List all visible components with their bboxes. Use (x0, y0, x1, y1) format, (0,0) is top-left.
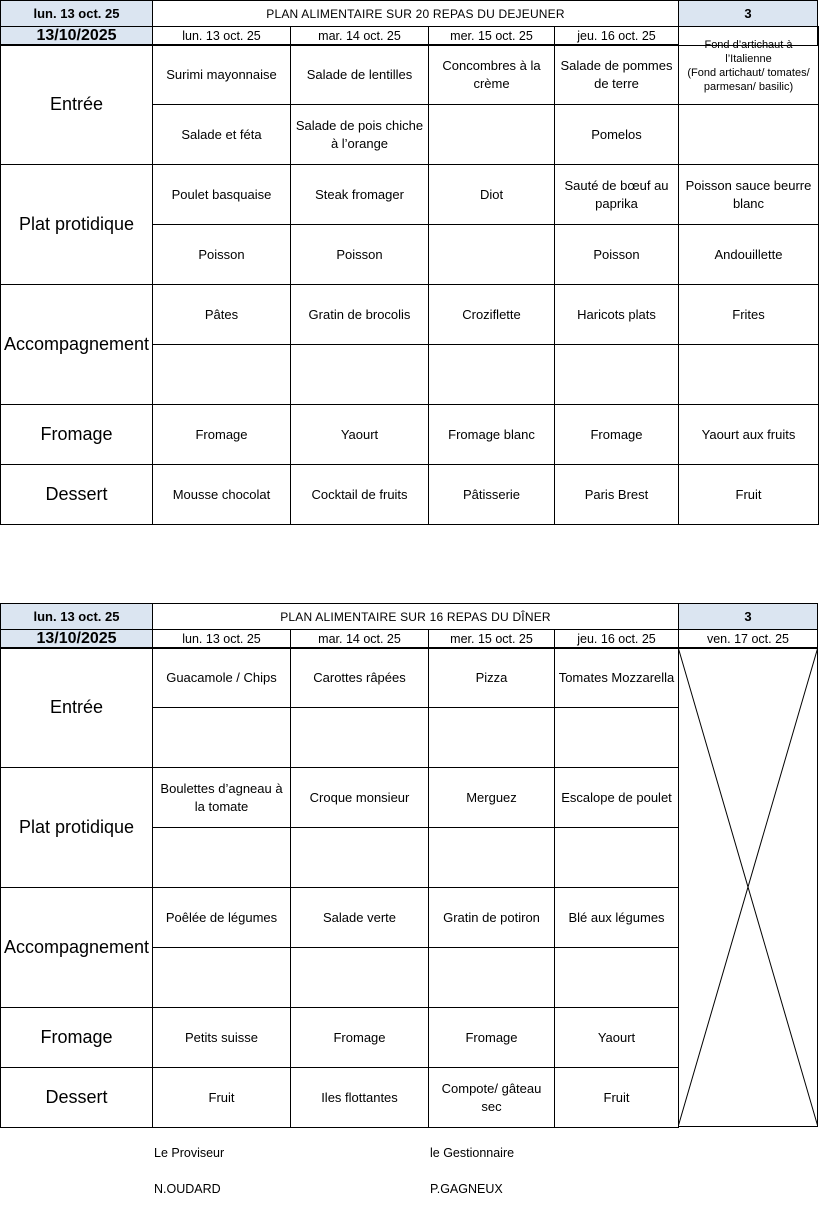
lunch-category-label: Dessert (0, 464, 153, 525)
lunch-date-numeric: 13/10/2025 (0, 26, 153, 46)
dinner-menu-cell (152, 707, 291, 768)
dinner-menu-cell (152, 947, 291, 1008)
dinner-category-label: Dessert (0, 1067, 153, 1128)
lunch-day-header: jeu. 16 oct. 25 (554, 26, 679, 46)
lunch-menu-cell (678, 344, 819, 405)
dinner-menu-cell (290, 827, 429, 888)
dinner-plan-title: PLAN ALIMENTAIRE SUR 16 REPAS DU DÎNER (152, 603, 679, 630)
dinner-date-numeric: 13/10/2025 (0, 629, 153, 649)
dinner-menu-cell (554, 947, 679, 1008)
lunch-menu-cell: Cocktail de fruits (290, 464, 429, 525)
dinner-menu-cell: Boulettes d’agneau à la tomate (152, 767, 291, 828)
lunch-day-header: lun. 13 oct. 25 (152, 26, 291, 46)
dinner-menu-cell: Fromage (290, 1007, 429, 1068)
dinner-day-header: jeu. 16 oct. 25 (554, 629, 679, 649)
dinner-menu-cell: Petits suisse (152, 1007, 291, 1068)
lunch-menu-cell: Fruit (678, 464, 819, 525)
dinner-day-header: ven. 17 oct. 25 (678, 629, 818, 649)
lunch-menu-cell: Steak fromager (290, 164, 429, 225)
lunch-week-number: 3 (678, 0, 818, 27)
lunch-menu-cell: Poisson (290, 224, 429, 285)
lunch-category-label: Fromage (0, 404, 153, 465)
dinner-menu-cell: Fromage (428, 1007, 555, 1068)
lunch-day-header: mer. 15 oct. 25 (428, 26, 555, 46)
dinner-menu-cell: Fruit (152, 1067, 291, 1128)
dinner-menu-cell: Blé aux légumes (554, 887, 679, 948)
lunch-menu-cell: Fromage (554, 404, 679, 465)
dinner-week-number: 3 (678, 603, 818, 630)
signature-right-title: le Gestionnaire (430, 1146, 515, 1160)
dinner-menu-cell: Guacamole / Chips (152, 647, 291, 708)
dinner-menu-cell: Carottes râpées (290, 647, 429, 708)
dinner-menu-cell: Yaourt (554, 1007, 679, 1068)
lunch-menu-cell: Mousse chocolat (152, 464, 291, 525)
signature-right-name: P.GAGNEUX (430, 1182, 503, 1196)
lunch-menu-cell: Surimi mayonnaise (152, 44, 291, 105)
dinner-menu-cell: Merguez (428, 767, 555, 828)
lunch-menu-cell: Gratin de brocolis (290, 284, 429, 345)
dinner-menu-cell (428, 707, 555, 768)
dinner-day-header: mer. 15 oct. 25 (428, 629, 555, 649)
lunch-menu-cell: Pâtisserie (428, 464, 555, 525)
lunch-menu-cell: Salade de pois chiche à l’orange (290, 104, 429, 165)
lunch-menu-cell: Salade de pommes de terre (554, 44, 679, 105)
lunch-menu-cell: Andouillette (678, 224, 819, 285)
dinner-date-label: lun. 13 oct. 25 (0, 603, 153, 630)
dinner-menu-cell: Iles flottantes (290, 1067, 429, 1128)
lunch-menu-cell: Salade de lentilles (290, 44, 429, 105)
dinner-menu-cell: Gratin de potiron (428, 887, 555, 948)
lunch-day-header: mar. 14 oct. 25 (290, 26, 429, 46)
lunch-menu-cell: Poisson (554, 224, 679, 285)
lunch-menu-cell: Fromage blanc (428, 404, 555, 465)
dinner-category-label: Plat protidique (0, 767, 153, 888)
dinner-day-header: mar. 14 oct. 25 (290, 629, 429, 649)
lunch-menu-cell: Pomelos (554, 104, 679, 165)
lunch-menu-cell: Sauté de bœuf au paprika (554, 164, 679, 225)
signature-left-name: N.OUDARD (154, 1182, 221, 1196)
lunch-category-label: Plat protidique (0, 164, 153, 285)
dinner-menu-cell: Poêlée de légumes (152, 887, 291, 948)
dinner-menu-cell: Fruit (554, 1067, 679, 1128)
dinner-friday-cross-mark (678, 647, 818, 1127)
lunch-category-label: Entrée (0, 44, 153, 165)
lunch-menu-cell: Poulet basquaise (152, 164, 291, 225)
dinner-day-header: lun. 13 oct. 25 (152, 629, 291, 649)
dinner-menu-cell (428, 827, 555, 888)
lunch-date-label: lun. 13 oct. 25 (0, 0, 153, 27)
dinner-menu-cell: Pizza (428, 647, 555, 708)
lunch-menu-cell: Diot (428, 164, 555, 225)
lunch-menu-cell: Poisson sauce beurre blanc (678, 164, 819, 225)
dinner-category-label: Entrée (0, 647, 153, 768)
dinner-menu-cell: Croque monsieur (290, 767, 429, 828)
dinner-menu-cell: Escalope de poulet (554, 767, 679, 828)
dinner-menu-cell: Salade verte (290, 887, 429, 948)
lunch-menu-cell: Pâtes (152, 284, 291, 345)
dinner-menu-cell (554, 707, 679, 768)
dinner-menu-cell (290, 707, 429, 768)
dinner-menu-cell: Compote/ gâteau sec (428, 1067, 555, 1128)
dinner-category-label: Fromage (0, 1007, 153, 1068)
lunch-friday-starter-cell: Fond d’artichaut à l’Italienne (Fond artichaut/ tomates/ parmesan/ basilic) (678, 26, 819, 105)
dinner-menu-cell (428, 947, 555, 1008)
lunch-menu-cell (554, 344, 679, 405)
lunch-category-label: Accompagnement (0, 284, 153, 405)
lunch-menu-cell (678, 104, 819, 165)
lunch-menu-cell: Yaourt (290, 404, 429, 465)
signature-left-title: Le Proviseur (154, 1146, 225, 1160)
dinner-menu-cell: Tomates Mozzarella (554, 647, 679, 708)
dinner-menu-cell (554, 827, 679, 888)
lunch-menu-cell (290, 344, 429, 405)
lunch-menu-cell: Salade et féta (152, 104, 291, 165)
lunch-menu-cell (152, 344, 291, 405)
lunch-menu-cell: Frites (678, 284, 819, 345)
lunch-menu-cell: Haricots plats (554, 284, 679, 345)
lunch-menu-cell: Yaourt aux fruits (678, 404, 819, 465)
lunch-menu-cell: Croziflette (428, 284, 555, 345)
lunch-menu-cell: Paris Brest (554, 464, 679, 525)
dinner-category-label: Accompagnement (0, 887, 153, 1008)
lunch-menu-cell: Fromage (152, 404, 291, 465)
lunch-menu-cell (428, 344, 555, 405)
lunch-menu-cell: Poisson (152, 224, 291, 285)
lunch-menu-cell (428, 104, 555, 165)
dinner-menu-cell (290, 947, 429, 1008)
dinner-menu-cell (152, 827, 291, 888)
lunch-plan-title: PLAN ALIMENTAIRE SUR 20 REPAS DU DEJEUNER (152, 0, 679, 27)
lunch-menu-cell: Concombres à la crème (428, 44, 555, 105)
lunch-menu-cell (428, 224, 555, 285)
